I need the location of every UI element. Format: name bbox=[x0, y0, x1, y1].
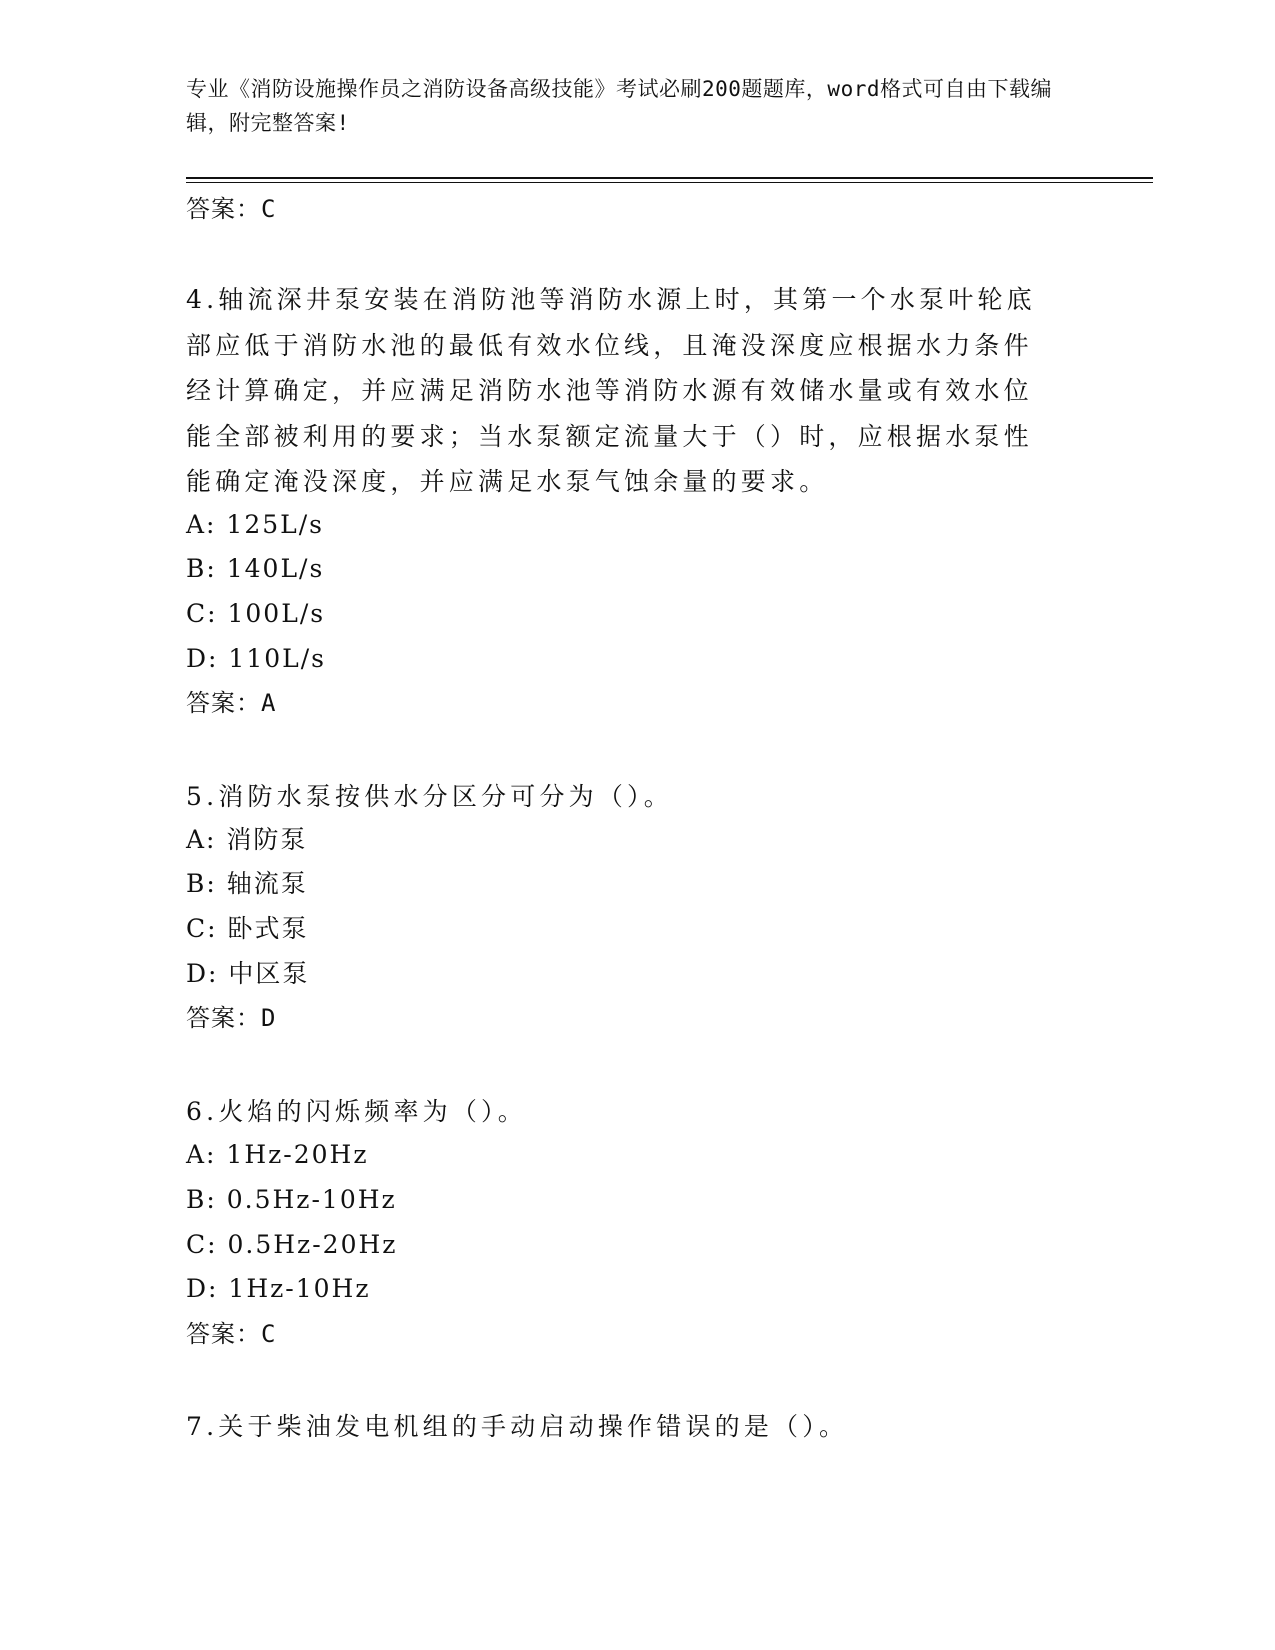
header-divider bbox=[186, 177, 1153, 179]
answer-q3: 答案：C bbox=[186, 195, 277, 223]
answer-q6: 答案：C bbox=[186, 1320, 277, 1348]
answer-q5: 答案：D bbox=[186, 1004, 277, 1032]
question-5-option-b: B: 轴流泵 bbox=[186, 869, 308, 898]
question-5-option-a: A: 消防泵 bbox=[186, 825, 308, 854]
question-4-option-b: B: 140L/s bbox=[186, 554, 325, 583]
question-5-option-c: C: 卧式泵 bbox=[186, 914, 309, 943]
question-5-option-d: D: 中区泵 bbox=[186, 959, 310, 988]
question-4: 4.轴流深井泵安装在消防池等消防水源上时，其第一个水泵叶轮底部应低于消防水池的最低有效水位线，且淹没深度应根据水力条件经计算确定，并应满足消防水池等消防水源有效储水量或有效水位能全部被利用的要求；当水泵额定流量大于（）时，应根据水泵性能确定淹没深度，并应满足水泵气蚀余量的要求。 bbox=[186, 285, 1036, 496]
question-4-option-a: A: 125L/s bbox=[186, 510, 324, 539]
question-4-option-c: C: 100L/s bbox=[186, 599, 326, 628]
question-6: 6.火焰的闪烁频率为（）。 bbox=[186, 1097, 527, 1126]
question-6-option-b: B: 0.5Hz-10Hz bbox=[186, 1185, 397, 1214]
document-header: 专业《消防设施操作员之消防设备高级技能》考试必刷200题题库，word格式可自由下载编辑，附完整答案! bbox=[186, 77, 1052, 135]
question-4-option-d: D: 110L/s bbox=[186, 644, 326, 673]
question-5: 5.消防水泵按供水分区分可分为（）。 bbox=[186, 782, 673, 811]
question-6-option-c: C: 0.5Hz-20Hz bbox=[186, 1230, 398, 1259]
header-divider-thin bbox=[186, 182, 1153, 183]
question-7: 7.关于柴油发电机组的手动启动操作错误的是（）。 bbox=[186, 1412, 849, 1441]
question-6-option-a: A: 1Hz-20Hz bbox=[186, 1140, 369, 1169]
question-6-option-d: D: 1Hz-10Hz bbox=[186, 1274, 371, 1303]
answer-q4: 答案：A bbox=[186, 689, 277, 717]
